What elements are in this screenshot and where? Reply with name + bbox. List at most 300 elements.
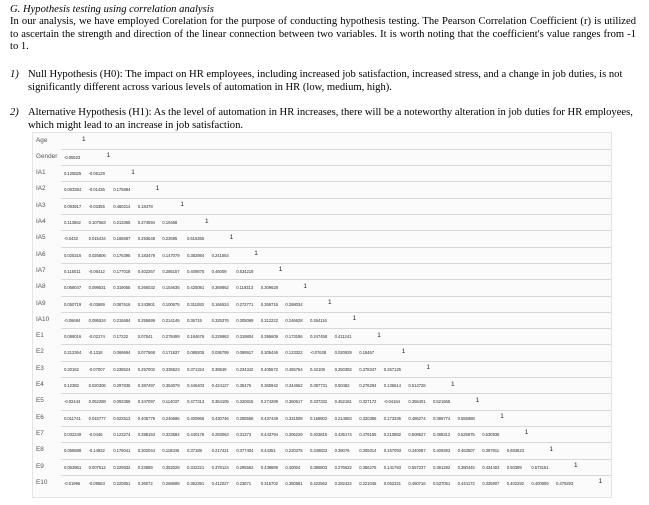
matrix-cell: -0.06694: [64, 317, 81, 323]
matrix-cell: 0.400966: [187, 415, 205, 421]
matrix-cell: 0.405779: [137, 415, 155, 421]
matrix-cell: 0.508527: [408, 431, 426, 437]
matrix-cell: 0.374594: [137, 220, 155, 225]
matrix-cell: 0.521665: [433, 399, 451, 405]
matrix-cell: 0.422562: [310, 480, 328, 486]
matrix-cell: 0.396774: [433, 415, 451, 421]
matrix-cell: 0.173186: [285, 334, 303, 340]
matrix-cell: 0.213365: [113, 220, 131, 225]
matrix-cell: 0.210882: [383, 431, 401, 437]
row-label: IA1: [36, 169, 46, 177]
matrix-cell: 0.176041: [113, 448, 131, 454]
matrix-cell: 0.305446: [260, 350, 278, 356]
matrix-cell: 0.50399: [506, 464, 522, 470]
matrix-cell: 0.460716: [408, 480, 426, 486]
row-label: IA8: [36, 283, 46, 291]
matrix-cell: 0.446403: [187, 383, 205, 388]
matrix-cell: 0.354079: [162, 383, 180, 388]
matrix-cell: -0.05523: [64, 154, 81, 160]
row-divider: [61, 361, 611, 362]
matrix-cell: 0.302044: [137, 448, 155, 454]
matrix-cell: 0.46009: [211, 268, 227, 274]
matrix-cell: 0.378347: [359, 366, 377, 372]
row-label: Gender: [36, 152, 58, 160]
row-label: IA5: [36, 234, 46, 242]
matrix-cell: 0.452181: [334, 399, 352, 405]
matrix-cell: 0.405572: [260, 366, 278, 372]
matrix-cell: 0.293063: [211, 431, 229, 437]
list-number: 1): [10, 69, 19, 80]
matrix-cell: 1: [500, 413, 504, 421]
matrix-cell: 1: [451, 380, 455, 388]
matrix-cell: -0.04164: [383, 399, 400, 405]
matrix-cell: -0.03355: [88, 203, 105, 209]
matrix-cell: 0.141793: [383, 464, 401, 470]
matrix-cell: 0.011741: [64, 415, 81, 421]
row-label: E5: [36, 397, 44, 405]
matrix-cell: 0.052288: [88, 399, 106, 405]
matrix-cell: 0.320815: [236, 399, 254, 405]
matrix-cell: 1: [377, 331, 381, 339]
matrix-cell: 0.424127: [211, 383, 229, 388]
matrix-cell: 0.272771: [236, 301, 254, 307]
matrix-cell: 0.173336: [383, 415, 401, 421]
matrix-cell: 0.438889: [260, 464, 278, 470]
matrix-cell: -0.07628: [310, 350, 327, 356]
matrix-cell: 0.20162: [64, 366, 79, 372]
matrix-cell: 1: [82, 136, 86, 143]
row-divider: [61, 344, 611, 345]
row-label: E1: [36, 332, 44, 340]
matrix-cell: 0.276622: [334, 464, 352, 470]
matrix-cell: 0.166524: [211, 301, 229, 307]
matrix-cell: 0.387497: [137, 383, 155, 388]
matrix-cell: 0.015434: [88, 236, 106, 242]
row-divider: [61, 247, 611, 248]
matrix-cell: 0.356401: [408, 399, 426, 405]
matrix-cell: 0.409875: [187, 268, 205, 274]
matrix-cell: 0.50482: [334, 383, 350, 388]
matrix-cell: 0.063961: [64, 464, 82, 470]
matrix-cell: 0.311083: [187, 301, 204, 307]
matrix-cell: 0.246696: [162, 415, 180, 421]
matrix-cell: 0.274289: [260, 399, 278, 405]
matrix-cell: 0.268034: [285, 301, 303, 307]
matrix-cell: 0.347097: [137, 399, 155, 405]
matrix-cell: 1: [229, 233, 234, 241]
matrix-cell: 0.39076: [334, 448, 350, 454]
matrix-cell: 0.38849: [211, 366, 227, 372]
matrix-cell: 1: [303, 282, 307, 290]
matrix-cell: 0.089205: [187, 350, 205, 356]
matrix-cell: 1: [574, 462, 578, 469]
matrix-cell: 0.077568: [137, 350, 155, 356]
row-divider: [61, 393, 611, 394]
matrix-cell: 0.215684: [113, 317, 131, 323]
matrix-cell: 0.093917: [64, 203, 82, 209]
matrix-cell: 0.395803: [310, 464, 328, 470]
matrix-cell: 0.158802: [310, 415, 328, 421]
matrix-cell: 0.369862: [211, 285, 229, 291]
matrix-cell: 0.220375: [285, 448, 303, 454]
matrix-cell: 0.241554: [211, 252, 229, 258]
matrix-cell: 0.36715: [187, 317, 202, 323]
matrix-cell: 0.455764: [285, 366, 303, 372]
row-divider: [61, 328, 611, 329]
matrix-cell: 0.402292: [506, 480, 524, 486]
matrix-cell: 0.18478: [137, 203, 153, 209]
matrix-cell: 0.337332: [310, 399, 328, 405]
row-label: E2: [36, 348, 44, 356]
matrix-cell: 0.331508: [285, 415, 303, 421]
matrix-cell: 0.534219: [236, 268, 254, 274]
matrix-cell: 0.095534: [88, 317, 106, 323]
matrix-cell: 0.323584: [162, 431, 180, 437]
matrix-cell: 0.23871: [236, 480, 252, 486]
row-divider: [61, 296, 611, 297]
matrix-cell: -0.02174: [88, 334, 105, 340]
matrix-cell: 0.537051: [433, 480, 451, 486]
matrix-cell: 1: [352, 315, 357, 323]
intro-paragraph: In our analysis, we have employed Corelation for the purpose of conducting hypothesis testing. The Pearson Correlation Coefficient (r) is utilized to ascertain the strength and direction of the linear connection between two variables. It is worth noting that the coefficient's value ranges from -1 to 1.: [10, 16, 636, 53]
matrix-cell: 0.278499: [162, 334, 180, 340]
row-label: E6: [36, 413, 44, 421]
matrix-cell: 1: [106, 152, 111, 160]
matrix-cell: 0.36072: [137, 480, 153, 486]
matrix-cell: 0.250392: [334, 366, 352, 372]
matrix-cell: 0.125825: [64, 171, 82, 177]
matrix-cell: 0.387731: [310, 383, 328, 388]
matrix-cell: 0.268698: [162, 480, 180, 486]
row-divider: [61, 442, 611, 443]
matrix-cell: 0.087616: [113, 301, 131, 307]
matrix-cell: 0.315702: [260, 480, 278, 486]
matrix-cell: 0.212364: [64, 350, 82, 356]
matrix-cell: 1: [155, 184, 160, 192]
matrix-cell: 0.276294: [359, 383, 377, 388]
row-divider: [61, 312, 611, 313]
matrix-cell: 0.052321: [383, 480, 401, 486]
matrix-cell: 0.395609: [260, 334, 278, 340]
matrix-cell: 0.234342: [236, 366, 254, 372]
matrix-cell: 0.335523: [162, 366, 180, 372]
matrix-cell: 0.099531: [88, 285, 106, 291]
matrix-cell: 0.477313: [187, 399, 205, 405]
matrix-cell: 0.430746: [211, 415, 229, 421]
matrix-cell: 0.400909: [531, 480, 549, 486]
matrix-cell: 0.115011: [64, 268, 81, 274]
matrix-cell: 0.295562: [236, 464, 254, 470]
matrix-cell: 0.555988: [457, 415, 475, 421]
row-divider: [61, 410, 611, 411]
matrix-cell: 0.479293: [556, 480, 574, 486]
matrix-cell: 0.486274: [408, 415, 426, 421]
row-label: IA4: [36, 218, 46, 225]
matrix-cell: 0.214146: [162, 317, 180, 323]
row-divider: [61, 263, 611, 264]
matrix-cell: 0.573151: [531, 464, 549, 470]
matrix-cell: 0.440178: [187, 431, 205, 437]
row-divider: [61, 279, 611, 280]
matrix-cell: 0.022513: [113, 415, 131, 421]
matrix-cell: 0.025316: [64, 252, 82, 258]
matrix-cell: 0.214683: [334, 415, 352, 421]
matrix-cell: 0.463507: [457, 448, 475, 454]
matrix-cell: -0.01996: [64, 480, 81, 486]
matrix-cell: 0.114037: [162, 399, 180, 405]
matrix-cell: 0.123274: [113, 431, 131, 437]
matrix-cell: 0.435174: [334, 431, 352, 437]
row-label: IA6: [36, 250, 46, 258]
row-divider: [61, 459, 611, 460]
matrix-cell: 0.443794: [260, 431, 278, 437]
matrix-cell: 0.243901: [137, 301, 155, 307]
matrix-cell: 0.183479: [137, 252, 155, 258]
matrix-cell: 0.297835: [113, 383, 131, 388]
matrix-cell: 0.16468: [162, 220, 178, 225]
matrix-cell: 0.425081: [187, 285, 205, 291]
row-label: IA3: [36, 201, 46, 209]
matrix-cell: -0.0446: [88, 431, 103, 437]
row-label: E3: [36, 364, 44, 372]
matrix-cell: 0.515355: [187, 236, 205, 242]
matrix-cell: -0.07007: [88, 366, 105, 372]
matrix-cell: 1: [426, 364, 430, 372]
matrix-cell: 0.177018: [113, 268, 131, 274]
matrix-cell: 0.411241: [334, 334, 352, 340]
matrix-cell: 0.319804: [236, 334, 254, 340]
matrix-cell: 0.444172: [457, 480, 475, 486]
matrix-cell: 0.118346: [162, 448, 180, 454]
matrix-cell: 0.007512: [88, 464, 106, 470]
matrix-cell: 0.157093: [383, 448, 401, 454]
null-hypothesis-text: Null Hypothesis (H0): The impact on HR employees, including increased job satisfaction, increased stress, and a change in job duties, is not significantly different across various levels of automation in HR (low, medium, high).: [28, 69, 623, 93]
matrix-cell: 1: [180, 201, 184, 209]
matrix-cell: 0.437449: [260, 415, 278, 421]
matrix-cell: 0.285157: [162, 268, 180, 274]
matrix-cell: 0.165687: [113, 236, 131, 242]
matrix-cell: 0.171837: [162, 350, 180, 356]
row-label: E10: [36, 478, 48, 486]
row-divider: [61, 475, 611, 476]
row-divider: [61, 198, 611, 199]
matrix-cell: 0.238524: [113, 366, 131, 372]
matrix-cell: 0.398153: [137, 431, 155, 437]
matrix-cell: 0.382984: [187, 252, 205, 258]
matrix-cell: 0.100675: [162, 301, 180, 307]
matrix-cell: 0.305069: [236, 317, 254, 323]
matrix-cell: 0.22695: [162, 236, 178, 242]
row-divider: [61, 426, 611, 427]
matrix-cell: 0.440087: [408, 448, 426, 454]
matrix-cell: 0.020929: [334, 350, 352, 356]
matrix-cell: 0.058588: [64, 448, 82, 454]
matrix-cell: 0.288568: [236, 415, 254, 421]
matrix-cell: 0.402267: [137, 268, 155, 274]
matrix-cell: 0.360617: [285, 399, 303, 405]
matrix-cell: 0.312222: [260, 317, 278, 323]
matrix-cell: 0.12382: [64, 383, 79, 388]
matrix-cell: 0.354105: [211, 399, 229, 405]
matrix-cell: -0.14932: [88, 448, 105, 454]
alternative-hypothesis-text: Alternative Hypothesis (H1): As the level of automation in HR increases, there will be a noteworthy alteration in job duties for HR employees, which might lead to an increase in job satisfaction.: [28, 107, 633, 131]
matrix-cell: 0.255699: [137, 317, 155, 323]
matrix-cell: 1: [598, 478, 603, 486]
correlation-matrix-table: [32, 132, 612, 498]
matrix-cell: 0.42108: [310, 366, 325, 372]
matrix-cell: 0.327172: [359, 399, 377, 405]
matrix-cell: 1: [131, 168, 135, 176]
matrix-cell: 0.099917: [236, 350, 254, 356]
matrix-cell: 0.530935: [482, 431, 500, 437]
matrix-cell: 0.264116: [310, 317, 327, 323]
matrix-cell: -0.1318: [88, 350, 103, 356]
matrix-cell: 0.246628: [285, 317, 303, 323]
row-label: E4: [36, 381, 44, 388]
matrix-cell: 0.350581: [285, 480, 303, 486]
matrix-cell: -0.06412: [88, 268, 105, 274]
matrix-cell: 0.359715: [260, 301, 278, 307]
matrix-cell: 0.348833: [310, 448, 328, 454]
matrix-cell: 0.306229: [285, 431, 303, 437]
row-divider: [61, 377, 611, 378]
matrix-cell: -0.03689: [88, 301, 105, 307]
matrix-cell: 0.434403: [482, 464, 500, 470]
matrix-cell: 0.07541: [137, 334, 153, 340]
row-label: E7: [36, 429, 44, 437]
matrix-cell: 0.460214: [113, 203, 131, 209]
matrix-cell: 0.377404: [236, 448, 254, 454]
row-divider: [61, 165, 611, 166]
matrix-cell: 0.063384: [64, 187, 82, 193]
matrix-cell: 0.356275: [359, 464, 377, 470]
matrix-cell: 0.032249: [64, 431, 82, 437]
matrix-cell: 1: [328, 299, 332, 306]
matrix-cell: 0.371324: [187, 366, 205, 372]
matrix-cell: 0.683623: [506, 448, 524, 454]
matrix-cell: 0.282422: [334, 480, 352, 486]
matrix-cell: 0.23889: [137, 464, 153, 470]
matrix-cell: 0.362391: [187, 480, 205, 486]
matrix-cell: 1: [254, 250, 258, 258]
matrix-cell: 0.154635: [162, 285, 180, 291]
matrix-cell: 0.247458: [310, 334, 328, 340]
matrix-cell: 0.068047: [64, 285, 82, 291]
row-divider: [61, 181, 611, 182]
matrix-cell: 0.495312: [433, 431, 451, 437]
matrix-cell: 0.266032: [137, 285, 155, 291]
matrix-cell: 0.319055: [113, 285, 131, 291]
matrix-cell: 0.409393: [433, 448, 451, 454]
matrix-cell: 0.320386: [359, 415, 377, 421]
matrix-cell: 0.184676: [187, 334, 205, 340]
row-divider: [61, 230, 611, 231]
matrix-cell: 0.391282: [433, 464, 451, 470]
matrix-cell: -0.05129: [88, 171, 105, 177]
matrix-cell: 0.176395: [113, 252, 131, 258]
matrix-cell: 0.40004: [285, 464, 301, 470]
matrix-cell: 0.229963: [211, 334, 229, 340]
matrix-cell: 0.514728: [408, 383, 426, 388]
matrix-cell: 0.378124: [211, 464, 229, 470]
matrix-cell: 0.257125: [383, 366, 401, 372]
matrix-cell: 0.123322: [285, 350, 303, 356]
matrix-cell: 0.069694: [113, 350, 131, 356]
matrix-cell: 0.525975: [457, 431, 475, 437]
matrix-cell: 0.036799: [211, 350, 229, 356]
matrix-cell: 0.220851: [113, 480, 131, 486]
matrix-cell: 0.403815: [310, 431, 328, 437]
row-divider: [61, 149, 611, 150]
row-label: Age: [36, 136, 48, 144]
row-label: IA10: [36, 315, 50, 323]
matrix-cell: 0.217421: [211, 448, 229, 454]
matrix-cell: 0.119313: [236, 285, 253, 291]
matrix-cell: 0.015777: [88, 415, 106, 421]
matrix-cell: 0.412027: [211, 480, 229, 486]
matrix-cell: -0.0432: [64, 236, 78, 242]
matrix-cell: 0.17222: [113, 334, 129, 340]
matrix-cell: 0.175884: [113, 187, 131, 193]
row-label: E8: [36, 446, 44, 454]
matrix-cell: 0.325376: [211, 317, 229, 323]
matrix-cell: -0.01436: [88, 187, 105, 193]
row-divider: [61, 214, 611, 215]
matrix-cell: -0.09583: [88, 480, 105, 486]
matrix-cell: 0.37189: [187, 448, 202, 454]
matrix-cell: 0.397811: [482, 448, 499, 454]
matrix-cell: 1: [205, 217, 209, 225]
matrix-cell: 0.229832: [113, 464, 131, 470]
matrix-cell: 1: [549, 445, 553, 453]
matrix-cell: 0.113562: [64, 220, 81, 225]
row-label: IA7: [36, 266, 46, 274]
matrix-cell: 0.342221: [187, 464, 205, 470]
matrix-cell: 0.380445: [457, 464, 475, 470]
matrix-cell: 0.35476: [236, 383, 252, 388]
matrix-cell: 0.050719: [64, 301, 82, 307]
matrix-cell: 0.352028: [162, 464, 180, 470]
matrix-cell: 0.020306: [88, 383, 106, 388]
matrix-cell: 0.293648: [137, 236, 155, 242]
matrix-cell: 0.025806: [88, 252, 106, 258]
row-label: E9: [36, 462, 44, 470]
matrix-cell: 0.309314: [359, 448, 377, 454]
matrix-cell: 0.344662: [285, 383, 303, 388]
matrix-cell: 0.44351: [260, 448, 276, 454]
matrix-cell: 0.309628: [260, 285, 278, 291]
matrix-cell: 0.089016: [64, 334, 82, 340]
matrix-cell: 0.107663: [88, 220, 106, 225]
matrix-cell: 0.18467: [359, 350, 375, 356]
matrix-cell: 0.093356: [113, 399, 131, 405]
matrix-cell: 1: [475, 396, 480, 404]
matrix-cell: 0.257002: [137, 366, 155, 372]
matrix-cell: 0.147079: [162, 252, 180, 258]
matrix-cell: 0.335907: [482, 480, 500, 486]
matrix-cell: -0.02444: [64, 399, 81, 405]
matrix-cell: 0.31373: [236, 431, 252, 437]
matrix-cell: 1: [278, 266, 283, 274]
matrix-cell: 1: [524, 429, 529, 437]
matrix-cell: 0.136614: [383, 383, 401, 388]
row-label: IA9: [36, 299, 46, 307]
row-label: IA2: [36, 185, 46, 193]
section-heading: G. Hypothesis testing using correlation analysis: [10, 4, 214, 15]
matrix-cell: 0.557237: [408, 464, 426, 470]
matrix-cell: 0.479155: [359, 431, 377, 437]
list-number: 2): [10, 107, 19, 118]
